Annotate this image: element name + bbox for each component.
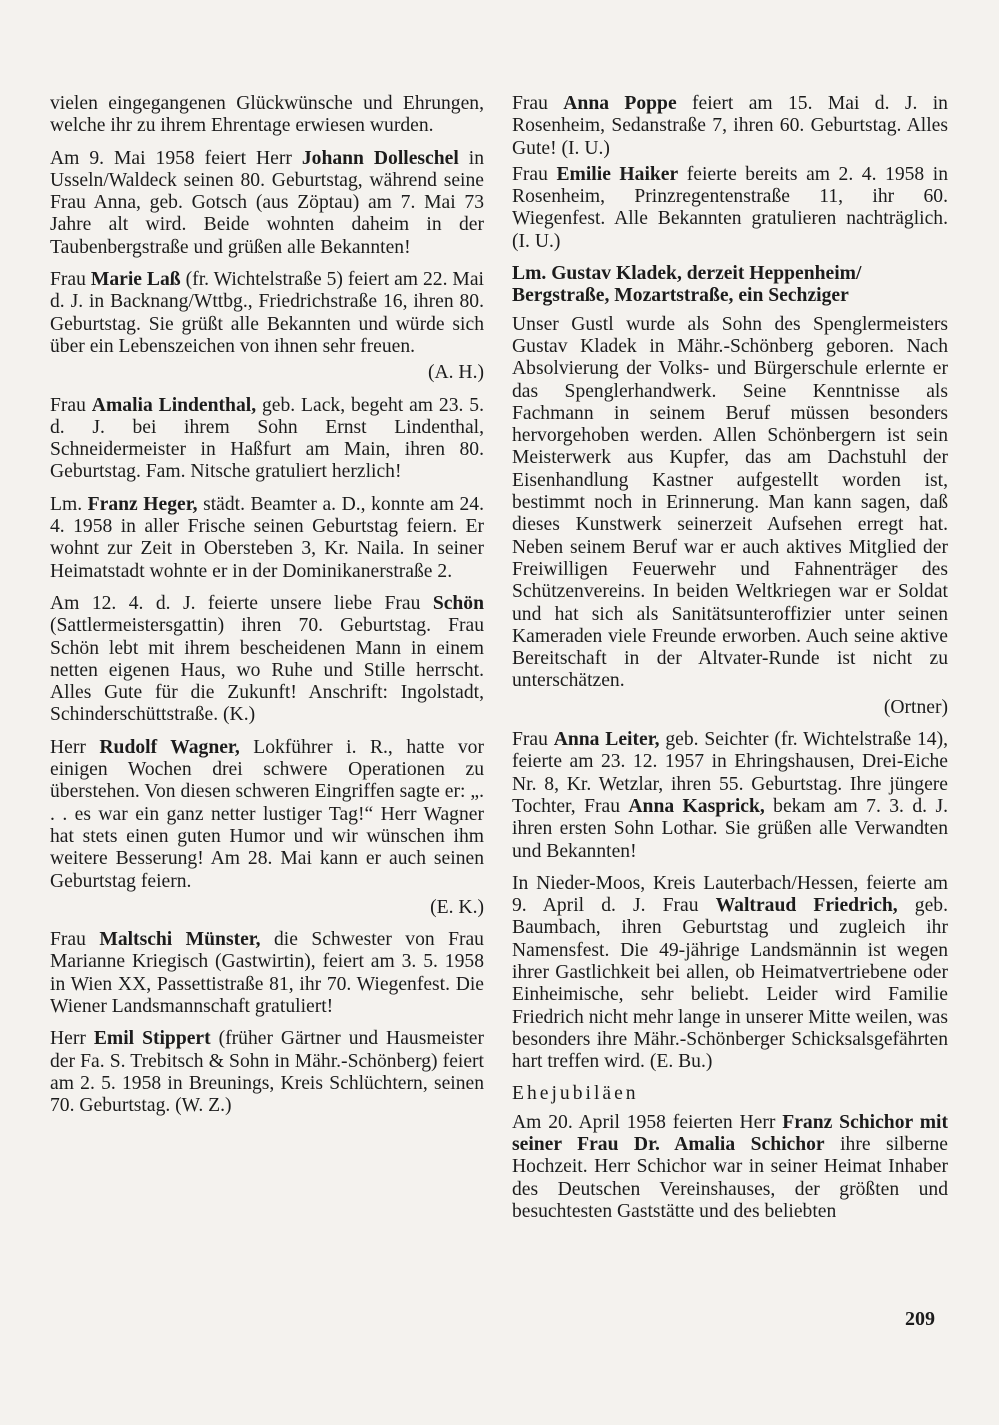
- article: In Nieder-Moos, Kreis Lauterbach/Hessen, feierte am 9. April d. J. Frau Waltraud Friedrich, geb. Baumbach, ihren Geburtstag und zugleich ihr Namensfest. Die 49-jährige Landsmännin ist wegen ihrer Gastlichkeit bei allen, ob Heimatvertriebene oder Einheimische, sehr beliebt. Leider wird Familie Friedrich nicht mehr lange in unserer Mitte weilen, was besonders ihre Mähr.-Schönberger Schicksalsgefährten hart treffen wird. (E. Bu.): [512, 872, 948, 1073]
- article: Frau Amalia Lindenthal, geb. Lack, begeht am 23. 5. d. J. bei ihrem Sohn Ernst Lindenthal, Schneidermeister in Haßfurt am Main, ihren 80. Geburtstag. Fam. Nitsche gratuliert herzlich!: [50, 394, 484, 483]
- person-name: Anna Leiter,: [553, 729, 660, 751]
- person-name: Anna Poppe: [563, 93, 677, 114]
- right-column: [512, 93, 948, 1233]
- article: vielen eingegangenen Glückwünsche und Ehrungen, welche ihr zu ihrem Ehrentage erwiesen wurden.: [50, 93, 484, 137]
- author-signature: (Ortner): [883, 696, 948, 718]
- section-heading: Ehejubiläen: [512, 1083, 639, 1105]
- person-name: Emil Stippert: [93, 1028, 211, 1050]
- person-name: Marie Laß: [90, 269, 181, 291]
- article: Herr Emil Stippert (früher Gärtner und Hausmeister der Fa. S. Trebitsch & Sohn in Mähr.-Schönberg) feiert am 2. 5. 1958 in Breunings, Kreis Schlüchtern, seinen 70. Geburtstag. (W. Z.): [50, 1028, 484, 1117]
- article: Am 20. April 1958 feierten Herr Franz Schichor mit seiner Frau Dr. Amalia Schichor ihre silberne Hochzeit. Herr Schichor war in seiner Heimat Inhaber des Deutschen Vereinshauses, der größten und besuchtesten Gaststätte und des beliebten: [512, 1111, 948, 1222]
- article: Am 9. Mai 1958 feiert Herr Johann Dolleschel in Usseln/Waldeck seinen 80. Geburtstag, während seine Frau Anna, geb. Gotsch (aus Zöptau) am 7. Mai 73 Jahre alt wird. Beide wohnten daheim in der Taubenbergstraße und grüßen alle Bekannten!: [50, 147, 484, 258]
- left-column: [50, 93, 484, 1127]
- author-signature: (A. H.): [427, 362, 484, 384]
- article: Lm. Franz Heger, städt. Beamter a. D., konnte am 24. 4. 1958 in aller Frische seinen Geburtstag feiern. Er wohnt zur Zeit in Obersteben 3, Kr. Naila. In seiner Heimatstadt wohnte er in der Dominikanerstraße 2.: [50, 493, 484, 582]
- person-name: Maltschi Münster,: [99, 929, 261, 951]
- person-name: Emilie Haiker: [556, 163, 679, 185]
- person-name: Waltraud Friedrich,: [715, 895, 898, 917]
- article: Unser Gustl wurde als Sohn des Spenglermeisters Gustav Kladek in Mähr.-Schönberg geboren. Nach Absolvierung der Volks- und Bürgerschule erlernte er das Spenglerhandwerk. Seine Kenntnisse als Fachmann in seinem Beruf müssen besonders hervorgehoben werden. Allen Schönbergern ist sein Meisterwerk aus Kupfer, das am Dachstuhl der Eisenhandlung Kastner aufgestellt worden ist, bestimmt noch in Erinnerung. Man kann sagen, daß dieses Kunstwerk seinerzeit Aufsehen erregt hat. Neben seinem Beruf war er auch aktives Mitglied der Freiwilligen Feuerwehr und Fahnenträger des Schützenvereins. In beiden Weltkriegen war er Soldat und hat sich als Sanitätsunteroffizier unter seinen Kameraden viele Freunde erworben. Auch seine aktive Bereitschaft in der Altvater-Runde ist nicht zu unterschätzen.: [512, 313, 948, 692]
- article: Frau Anna Poppe feiert am 15. Mai d. J. in Rosenheim, Sedanstraße 7, ihren 60. Geburtstag. Alles Gute! (I. U.): [512, 93, 948, 159]
- person-name: Rudolf Wagner,: [99, 736, 240, 758]
- author-signature: (E. K.): [430, 896, 484, 918]
- person-name: Schön: [432, 592, 484, 614]
- person-name: Franz Schichor mit seiner Frau Dr. Amalia Schichor: [512, 1111, 948, 1156]
- article: Frau Anna Leiter, geb. Seichter (fr. Wichtelstraße 14), feierte am 23. 12. 1957 in Ehringshausen, Drei-Eiche Nr. 8, Kr. Wetzlar, ihren 55. Geburtstag. Ihre jüngere Tochter, Frau Anna Kasprick, bekam am 7. 3. d. J. ihren ersten Sohn Lothar. Sie grüßen alle Verwandten und Bekannten!: [512, 729, 948, 862]
- person-name: Anna Kasprick,: [628, 795, 765, 817]
- article: Frau Marie Laß (fr. Wichtelstraße 5) feiert am 22. Mai d. J. in Backnang/Wttbg., Friedrichstraße 16, ihren 80. Geburtstag. Sie grüßt alle Bekannten und würde sich über ein Lebenszeichen von ihnen sehr freuen.: [50, 269, 484, 357]
- article: Herr Rudolf Wagner, Lokführer i. R., hatte vor einigen Wochen drei schwere Operationen zu überstehen. Von diesen schweren Eingriffen sagte er: „. . . es war ein ganz netter lustiger Tag!“ Herr Wagner hat stets einen guten Humor und wir wünschen ihm weitere Besserung! Am 28. Mai kann er auch seinen Geburtstag feiern.: [50, 736, 485, 892]
- article-heading: Lm. Gustav Kladek, derzeit Heppenheim/ Bergstraße, Mozartstraße, ein Sechziger: [512, 263, 862, 307]
- article: Am 12. 4. d. J. feierte unsere liebe Frau Schön (Sattlermeistersgattin) ihren 70. Geburtstag. Frau Schön lebt mit ihrem bescheidenen Mann in einem netten eigenen Haus, wo Ruhe und Stille herrscht. Alles Gute für die Zukunft! Anschrift: Ingolstadt, Schinderschüttstraße. (K.): [50, 592, 484, 726]
- person-name: Johann Dolleschel: [301, 147, 459, 169]
- person-name: Amalia Lindenthal,: [91, 394, 257, 416]
- article: Frau Maltschi Münster, die Schwester von Frau Marianne Kriegisch (Gastwirtin), feiert am 3. 5. 1958 in Wien XX, Passettistraße 81, ihr 70. Wiegenfest. Die Wiener Landsmannschaft gratuliert!: [50, 929, 484, 1017]
- article: Frau Emilie Haiker feierte bereits am 2. 4. 1958 in Rosenheim, Prinzregentenstraße 11, ihr 60. Wiegenfest. Alle Bekannten gratulieren nachträglich. (I. U.): [512, 163, 948, 252]
- page-number: 209: [905, 1308, 935, 1330]
- person-name: Franz Heger,: [87, 493, 198, 515]
